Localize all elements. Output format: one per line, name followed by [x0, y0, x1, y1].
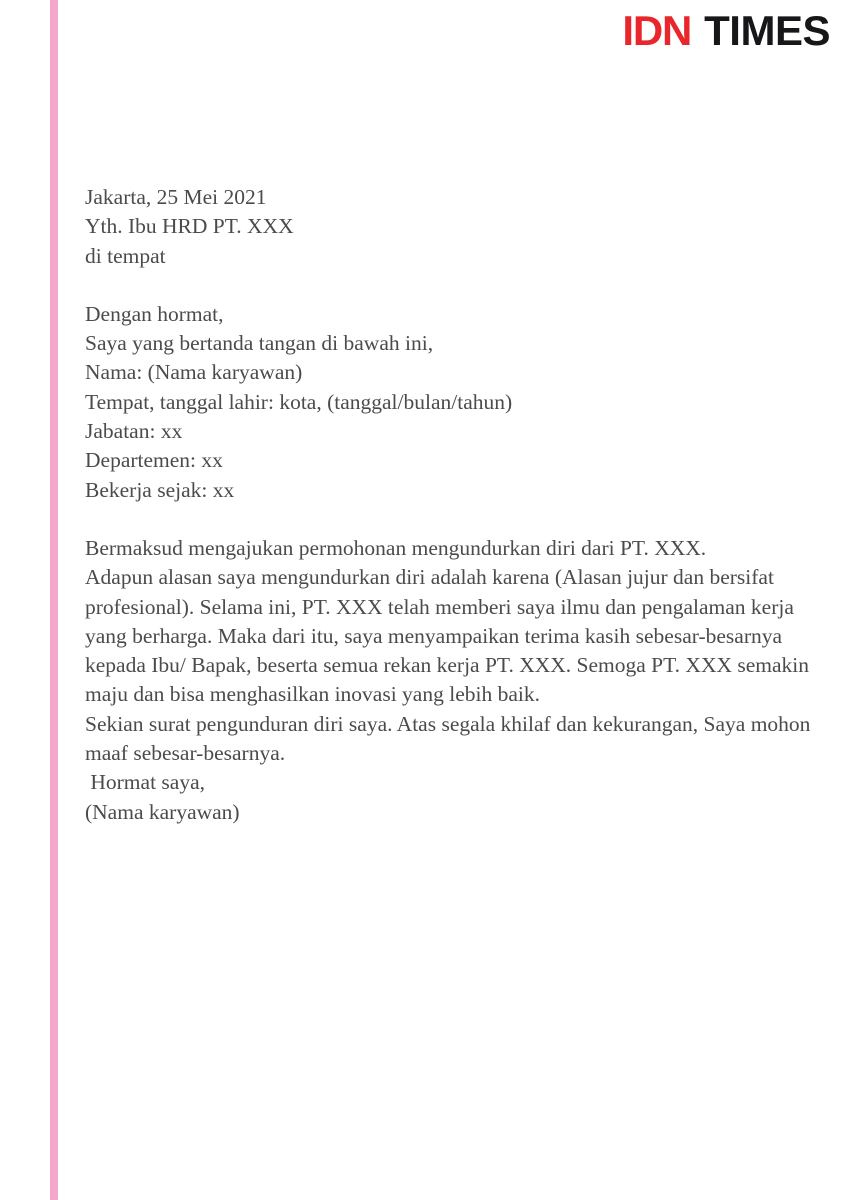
idn-times-logo	[622, 7, 830, 54]
letter-identity-field-start-date: Bekerja sejak: xx	[85, 477, 235, 502]
letter-reason-paragraph: Adapun alasan saya mengundurkan diri adalah karena (Alasan jujur dan bersifat profesional). Selama ini, PT. XXX telah memberi saya ilmu dan pengalaman kerja yang berharga. Maka dari itu, saya menyampaikan terima kasih sebesar-besarnya kepada Ibu/ Bapak, beserta semua rekan kerja PT. XXX. Semoga PT. XXX semakin maju dan bisa menghasilkan inovasi yang lebih baik.	[85, 565, 815, 707]
letter-heading-block	[85, 183, 825, 271]
page-accent-rule	[50, 0, 58, 1200]
letter-recipient: Yth. Ibu HRD PT. XXX	[85, 214, 294, 239]
letter-identity-field-name: Nama: (Nama karyawan)	[85, 360, 303, 385]
resignation-letter-body	[85, 183, 825, 827]
logo-times-text: TIMES	[704, 7, 830, 54]
logo-idn-text: IDN	[622, 7, 692, 54]
letter-identity-intro: Saya yang bertanda tangan di bawah ini,	[85, 331, 434, 356]
letter-signature-name: (Nama karyawan)	[85, 799, 240, 824]
letter-identity-field-birth: Tempat, tanggal lahir: kota, (tanggal/bulan/tahun)	[85, 389, 513, 414]
letter-recipient-location: di tempat	[85, 243, 166, 268]
letter-place-and-date: Jakarta, 25 Mei 2021	[85, 185, 267, 209]
letter-intent-paragraph: Bermaksud mengajukan permohonan mengundurkan diri dari PT. XXX.	[85, 535, 707, 560]
letter-identity-field-department: Departemen: xx	[85, 448, 223, 473]
letter-identity-block	[85, 300, 825, 505]
letter-closing-paragraph: Sekian surat pengunduran diri saya. Atas segala khilaf dan kekurangan, Saya mohon maaf sebesar-besarnya.	[85, 711, 816, 766]
letter-salutation: Dengan hormat,	[85, 301, 224, 326]
letter-identity-field-position: Jabatan: xx	[85, 419, 183, 444]
letter-sign-off: Hormat saya,	[85, 770, 206, 795]
